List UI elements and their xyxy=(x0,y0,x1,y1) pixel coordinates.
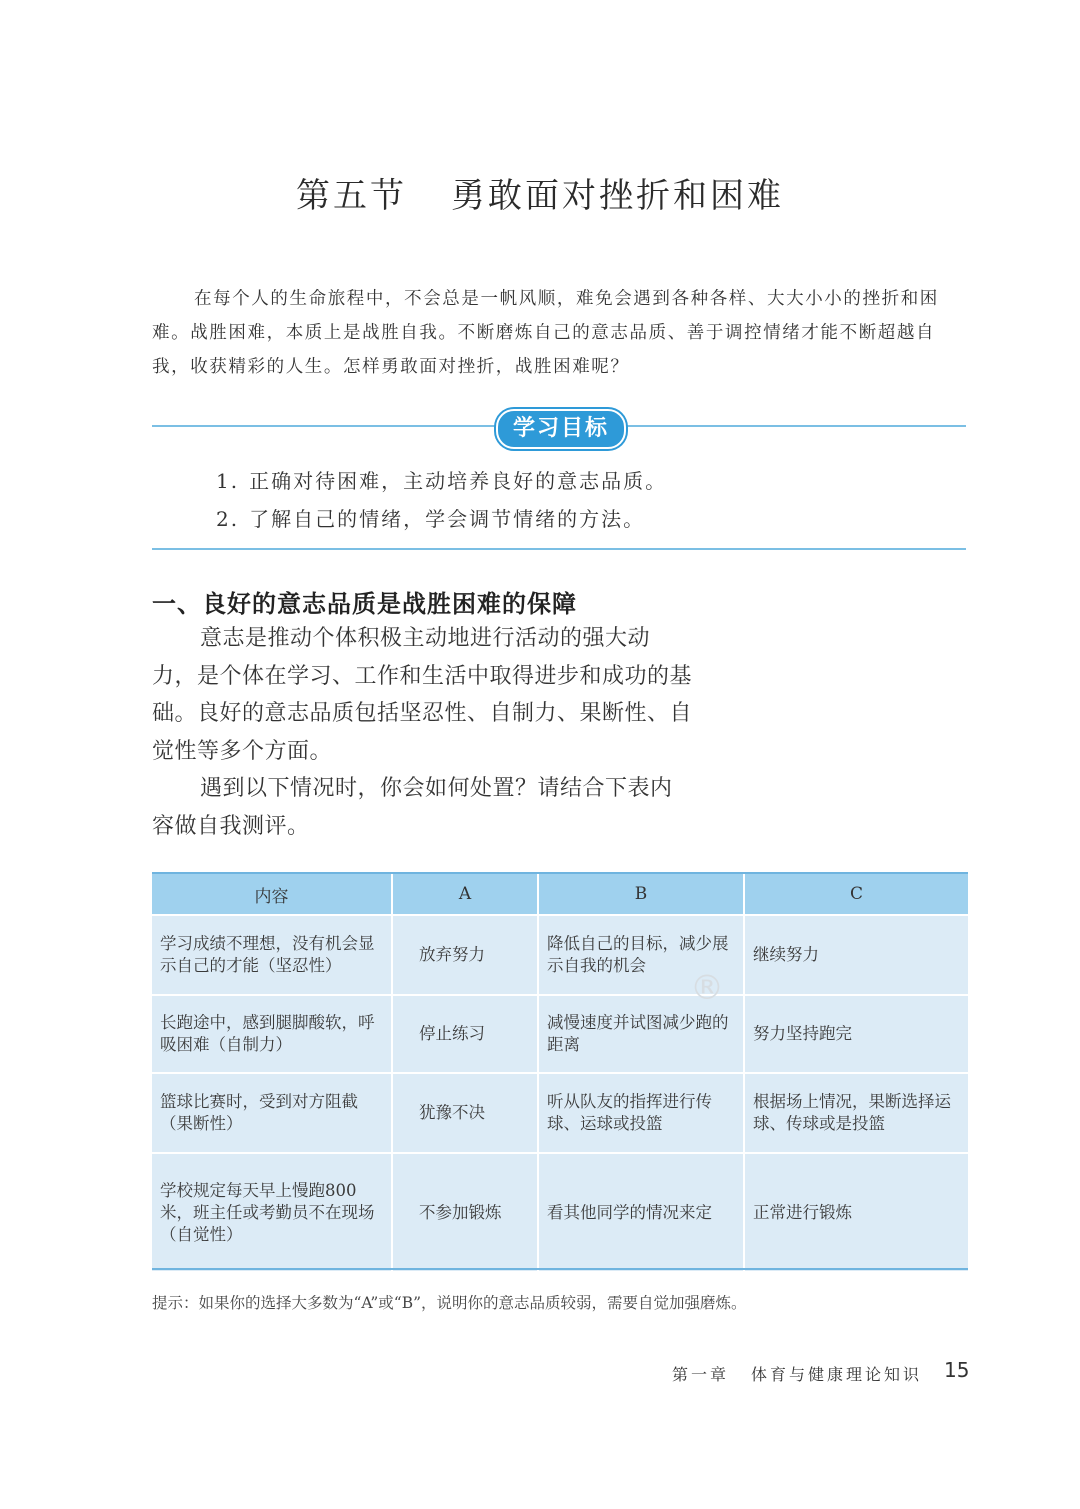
cell-option-b: 听从队友的指挥进行传球、运球或投篮 xyxy=(538,1073,744,1153)
goal-number: 2. xyxy=(216,507,240,531)
cell-option-b: 看其他同学的情况来定 xyxy=(538,1153,744,1271)
table-row xyxy=(152,1073,968,1153)
section-body xyxy=(152,620,692,845)
goal-text: 正确对待困难，主动培养良好的意志品质。 xyxy=(249,469,668,493)
section-number: 第五节 xyxy=(296,176,407,216)
goal-text: 了解自己的情绪，学会调节情绪的方法。 xyxy=(249,507,646,531)
cell-option-b: 减慢速度并试图减少跑的距离 xyxy=(538,995,744,1073)
goal-number: 1. xyxy=(216,469,240,493)
goals-badge: 学习目标 xyxy=(496,409,626,449)
header-a: A xyxy=(392,874,538,915)
cell-option-c: 继续努力 xyxy=(744,915,968,995)
header-c: C xyxy=(744,874,968,915)
section-heading: 一、良好的意志品质是战胜困难的保障 xyxy=(152,590,577,618)
footer-chapter-title: 体育与健康理论知识 xyxy=(751,1365,923,1384)
goal-item xyxy=(216,465,667,494)
registered-watermark: ® xyxy=(690,968,724,1008)
table-header-row xyxy=(152,874,968,915)
header-b: B xyxy=(538,874,744,915)
header-content: 内容 xyxy=(152,874,392,915)
cell-option-b: 降低自己的目标，减少展示自我的机会 xyxy=(538,915,744,995)
body-paragraph: 遇到以下情况时，你会如何处置？请结合下表内容做自我测评。 xyxy=(152,776,673,839)
intro-paragraph xyxy=(152,282,968,384)
footer-chapter xyxy=(672,1362,922,1385)
table-row xyxy=(152,1153,968,1271)
table-row xyxy=(152,915,968,995)
cell-option-c: 正常进行锻炼 xyxy=(744,1153,968,1271)
intro-text: 在每个人的生命旅程中，不会总是一帆风顺，难免会遇到各种各样、大大小小的挫折和困难。战胜困难，本质上是战胜自我。不断磨炼自己的意志品质、善于调控情绪才能不断超越自我，收获精彩的人生。怎样勇敢面对挫折，战胜困难呢？ xyxy=(152,289,939,377)
cell-option-c: 努力坚持跑完 xyxy=(744,995,968,1073)
cell-content: 学校规定每天早上慢跑800米，班主任或考勤员不在现场（自觉性） xyxy=(152,1153,392,1271)
page-title xyxy=(0,168,1080,217)
cell-content: 长跑途中，感到腿脚酸软，呼吸困难（自制力） xyxy=(152,995,392,1073)
cell-content: 学习成绩不理想，没有机会显示自己的才能（坚忍性） xyxy=(152,915,392,995)
self-assessment-table xyxy=(152,874,968,1271)
section-title-text: 勇敢面对挫折和困难 xyxy=(451,176,784,216)
cell-option-a: 放弃努力 xyxy=(392,915,538,995)
goal-item xyxy=(216,503,645,532)
goals-bottom-rule xyxy=(152,548,966,550)
page-number: 15 xyxy=(944,1358,970,1382)
cell-option-a: 停止练习 xyxy=(392,995,538,1073)
cell-option-a: 不参加锻炼 xyxy=(392,1153,538,1271)
table-row xyxy=(152,995,968,1073)
cell-content: 篮球比赛时，受到对方阻截（果断性） xyxy=(152,1073,392,1153)
cell-option-a: 犹豫不决 xyxy=(392,1073,538,1153)
body-paragraph: 意志是推动个体积极主动地进行活动的强大动力，是个体在学习、工作和生活中取得进步和成功的基础。良好的意志品质包括坚忍性、自制力、果断性、自觉性等多个方面。 xyxy=(152,626,693,764)
table-bottom-border xyxy=(152,1268,968,1270)
hint-text: 提示：如果你的选择大多数为“A”或“B”，说明你的意志品质较弱，需要自觉加强磨炼。 xyxy=(152,1294,747,1312)
cell-option-c: 根据场上情况，果断选择运球、传球或是投篮 xyxy=(744,1073,968,1153)
footer-chapter-number: 第一章 xyxy=(672,1365,730,1384)
